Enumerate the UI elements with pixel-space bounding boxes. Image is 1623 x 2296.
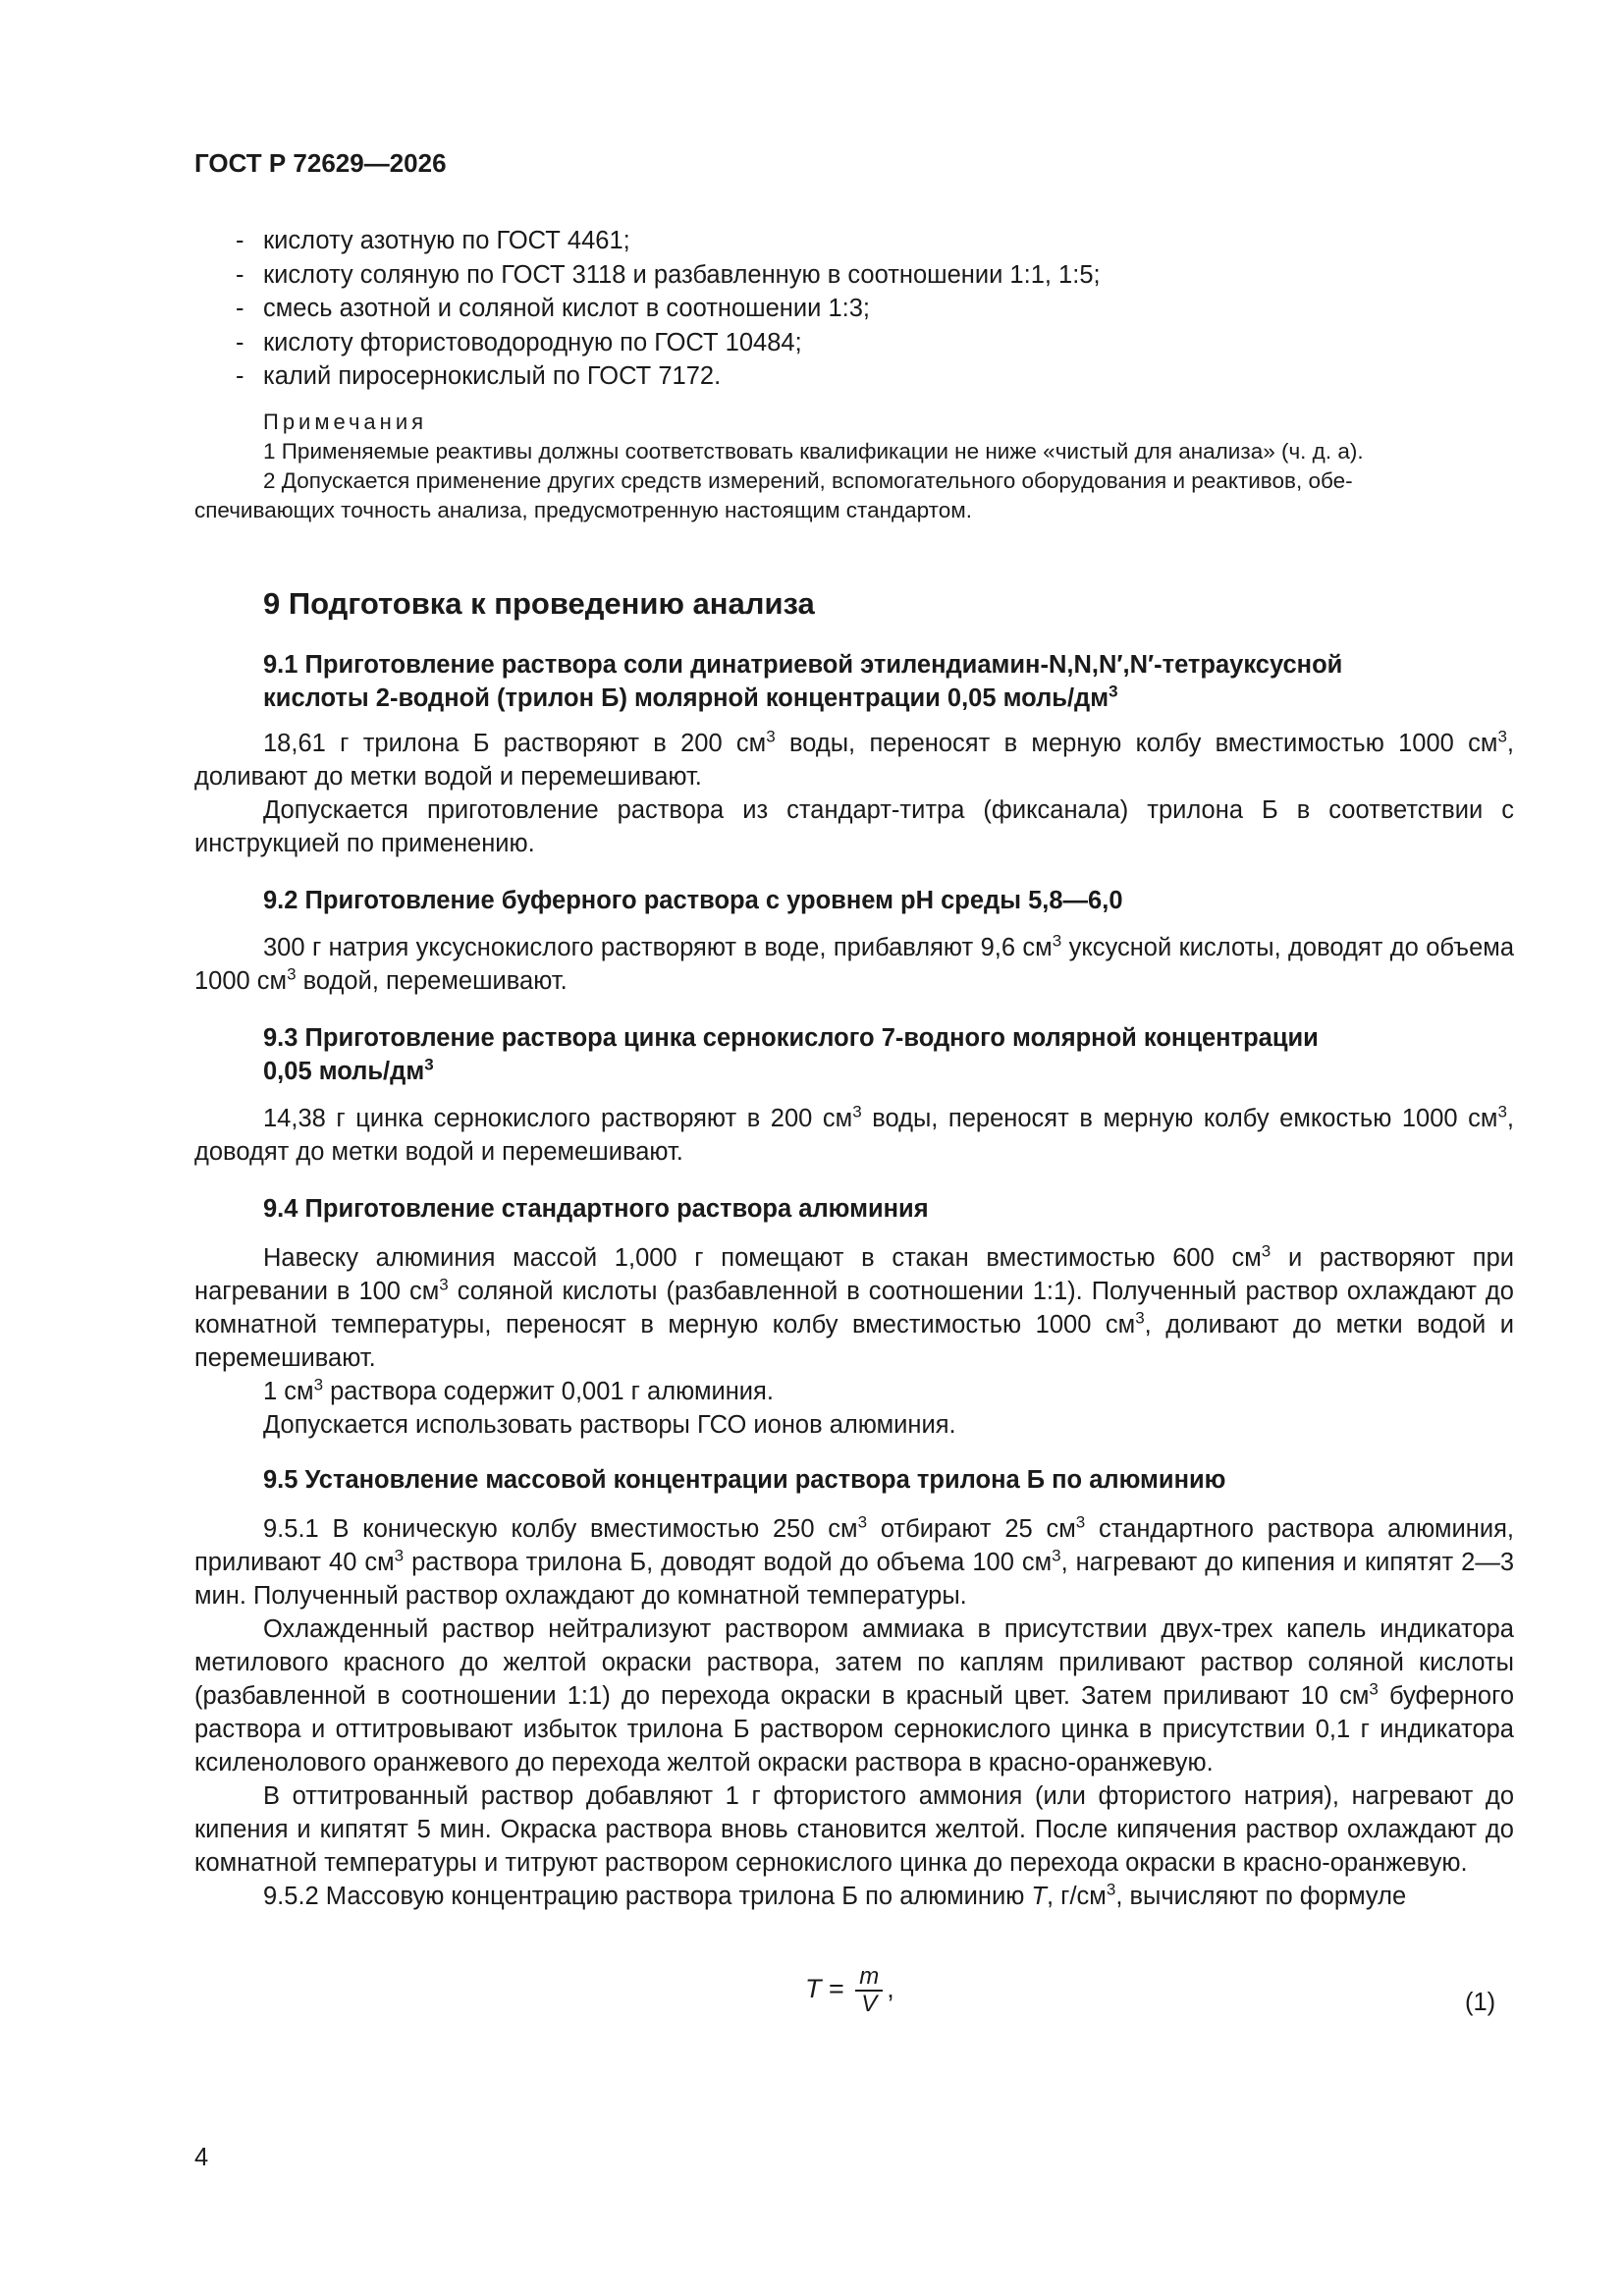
formula-equals: = xyxy=(821,1974,852,2004)
paragraph xyxy=(194,931,1514,998)
note-1: 1 Применяемые реактивы должны соответствовать квалификации не ниже «чистый для анализа» (ч. д. а). xyxy=(263,438,1364,464)
superscript: 3 xyxy=(1369,1679,1379,1699)
paragraph xyxy=(194,727,1514,793)
superscript: 3 xyxy=(439,1275,449,1294)
paragraph: В оттитрованный раствор добавляют 1 г фтористого аммония (или фтористого натрия), нагревают до кипения и кипятят 5 мин. Окраска раствора вновь становится желтой. После кипячения раствор охлаждают до комнатной температуры и титруют раствором сернокислого цинка до перехода окраски в красно-оранжевую. xyxy=(194,1782,1514,1877)
paragraph xyxy=(194,1375,1514,1408)
subsection-9-3-title-line-1: 9.3 Приготовление раствора цинка сернокислого 7-водного молярной концентрации xyxy=(263,1024,1319,1052)
superscript: 3 xyxy=(313,1375,324,1394)
subsection-9-1-body xyxy=(194,727,1514,860)
text: воды, переносят в мерную колбу емкостью 1000 см xyxy=(861,1105,1498,1132)
superscript: 3 xyxy=(1109,682,1118,701)
subsection-9-2-body xyxy=(194,931,1514,998)
text: Охлажденный раствор нейтрализуют раствором аммиака в присутствии двух-трех капель индикатора метилового красного до желтой окраски раствора, затем по каплям приливают раствор соляной кислоты (разбавленной в соотношении 1:1) до перехода окраски в красный цвет. Затем приливают 10 см xyxy=(194,1615,1514,1710)
superscript: 3 xyxy=(1075,1512,1086,1532)
formula xyxy=(805,1964,894,2017)
superscript: 3 xyxy=(857,1512,868,1532)
text: 14,38 г цинка сернокислого растворяют в 200 см xyxy=(263,1105,853,1132)
superscript: 3 xyxy=(852,1102,862,1121)
subsection-9-3-title-line-2: 0,05 моль/дм xyxy=(263,1058,425,1085)
note-2-line-2: спечивающих точность анализа, предусмотренную настоящим стандартом. xyxy=(194,497,972,522)
text: , нагревают до кипения и кипятят 2—3 мин. Полученный раствор охлаждают до комнатной температуры. xyxy=(194,1549,1515,1610)
subsection-9-4-title: 9.4 Приготовление стандартного раствора алюминия xyxy=(263,1195,929,1223)
text: раствора содержит 0,001 г алюминия. xyxy=(323,1378,774,1405)
list-item: - кислоту соляную по ГОСТ 3118 и разбавленную в соотношении 1:1, 1:5; xyxy=(236,260,1101,289)
list-item: - калий пиросернокислый по ГОСТ 7172. xyxy=(236,362,722,390)
text: буферного раствора и оттитровывают избыток трилона Б раствором сернокислого цинка в присутствии 0,1 г индикатора ксиленолового оранжевого до перехода желтой окраски раствора в красно-оранжевую. xyxy=(194,1682,1515,1777)
text: 9.5.1 В коническую колбу вместимостью 250 см xyxy=(263,1515,858,1543)
text: уксусной кислоты, доводят до объема 1000 см xyxy=(194,934,1514,995)
text: , г/см xyxy=(1047,1883,1107,1910)
list-item-text: кислоту соляную по ГОСТ 3118 и разбавленную в соотношении 1:1, 1:5; xyxy=(263,260,1101,289)
list-item-text: кислоту фтористоводородную по ГОСТ 10484; xyxy=(263,328,802,356)
superscript: 3 xyxy=(1106,1880,1116,1899)
paragraph xyxy=(194,1512,1514,1613)
paragraph xyxy=(194,1613,1514,1779)
text: 9.5.2 Массовую концентрацию раствора трилона Б по алюминию xyxy=(263,1883,1032,1910)
paragraph xyxy=(194,1880,1514,1913)
paragraph: Допускается использовать растворы ГСО ионов алюминия. xyxy=(263,1411,956,1439)
variable: T xyxy=(1031,1883,1047,1910)
reagents-list xyxy=(194,224,1514,394)
text: водой, перемешивают. xyxy=(296,967,568,995)
text: 18,61 г трилона Б растворяют в 200 см xyxy=(263,730,767,757)
text: соляной кислоты (разбавленной в соотношении 1:1). Полученный раствор охлаждают до комнатной температуры, переносят в мерную колбу вместимостью 1000 см xyxy=(194,1278,1514,1339)
list-item-text: смесь азотной и соляной кислот в соотношении 1:3; xyxy=(263,295,870,322)
superscript: 3 xyxy=(1135,1308,1145,1328)
list-item: - кислоту фтористоводородную по ГОСТ 10484; xyxy=(236,328,802,356)
reagents-list-block xyxy=(194,224,1514,525)
document-header: ГОСТ Р 72629—2026 xyxy=(194,148,447,178)
subsection-9-1-title xyxy=(263,648,1490,715)
formula-numerator: m xyxy=(855,1964,883,1992)
text: 300 г натрия уксуснокислого растворяют в воде, прибавляют 9,6 см xyxy=(263,934,1053,961)
text: , доводят до метки водой и перемешивают. xyxy=(194,1105,1514,1166)
formula-denominator: V xyxy=(861,1991,878,2017)
paragraph xyxy=(194,1102,1514,1169)
superscript: 3 xyxy=(287,964,297,984)
note-2-line-1: 2 Допускается применение других средств измерений, вспомогательного оборудования и реактивов, обе- xyxy=(263,467,1353,493)
subsection-9-1-title-line-2: кислоты 2-водной (трилон Б) молярной концентрации 0,05 моль/дм xyxy=(263,684,1109,712)
text: раствора трилона Б, доводят водой до объема 100 см xyxy=(404,1549,1053,1576)
superscript: 3 xyxy=(1497,1102,1507,1121)
text: отбирают 25 см xyxy=(867,1515,1076,1543)
superscript: 3 xyxy=(1052,931,1062,951)
text: , доливают до метки водой и перемешивают. xyxy=(194,730,1514,791)
superscript: 3 xyxy=(1052,1546,1061,1565)
subsection-9-4-body xyxy=(194,1241,1514,1442)
superscript: 3 xyxy=(1261,1241,1271,1261)
subsection-9-1-title-line-1: 9.1 Приготовление раствора соли динатриевой этилендиамин-N,N,N′,N′-тетрауксусной xyxy=(263,651,1343,679)
subsection-9-5-title: 9.5 Установление массовой концентрации раствора трилона Б по алюминию xyxy=(263,1466,1226,1494)
section-9-title: 9 Подготовка к проведению анализа xyxy=(263,586,815,621)
formula-fraction xyxy=(855,1964,883,2017)
subsection-9-3-title xyxy=(263,1021,1490,1088)
subsection-9-3-body xyxy=(194,1102,1514,1169)
paragraph xyxy=(194,1241,1514,1375)
formula-tail: , xyxy=(887,1974,894,2004)
text: , вычисляют по формуле xyxy=(1115,1883,1407,1910)
formula-lhs: T xyxy=(805,1974,822,2004)
superscript: 3 xyxy=(1497,727,1507,746)
superscript: 3 xyxy=(424,1055,434,1074)
superscript: 3 xyxy=(766,727,776,746)
paragraph: Допускается приготовление раствора из стандарт-титра (фиксанала) трилона Б в соответствии с инструкцией по применению. xyxy=(194,796,1514,857)
notes-title: Примечания xyxy=(263,409,428,434)
equation-number: (1) xyxy=(1465,1989,1496,2016)
text: стандартного раствора алюминия, приливают 40 см xyxy=(194,1515,1514,1576)
subsection-9-2-title: 9.2 Приготовление буферного раствора с уровнем рН среды 5,8—6,0 xyxy=(263,887,1123,914)
list-item-text: калий пиросернокислый по ГОСТ 7172. xyxy=(263,362,722,390)
text: 1 см xyxy=(263,1378,314,1405)
text: , доливают до метки водой и перемешивают. xyxy=(194,1311,1514,1372)
list-item: - кислоту азотную по ГОСТ 4461; xyxy=(236,227,630,254)
subsection-9-5-body xyxy=(194,1512,1514,1913)
text: Навеску алюминия массой 1,000 г помещают в стакан вместимостью 600 см xyxy=(263,1244,1262,1272)
text: воды, переносят в мерную колбу вместимостью 1000 см xyxy=(775,730,1498,757)
list-item: - смесь азотной и соляной кислот в соотношении 1:3; xyxy=(236,295,870,322)
page-number: 4 xyxy=(194,2144,209,2171)
text: и растворяют при нагревании в 100 см xyxy=(194,1244,1514,1305)
superscript: 3 xyxy=(394,1546,405,1565)
list-item-text: кислоту азотную по ГОСТ 4461; xyxy=(263,227,630,254)
